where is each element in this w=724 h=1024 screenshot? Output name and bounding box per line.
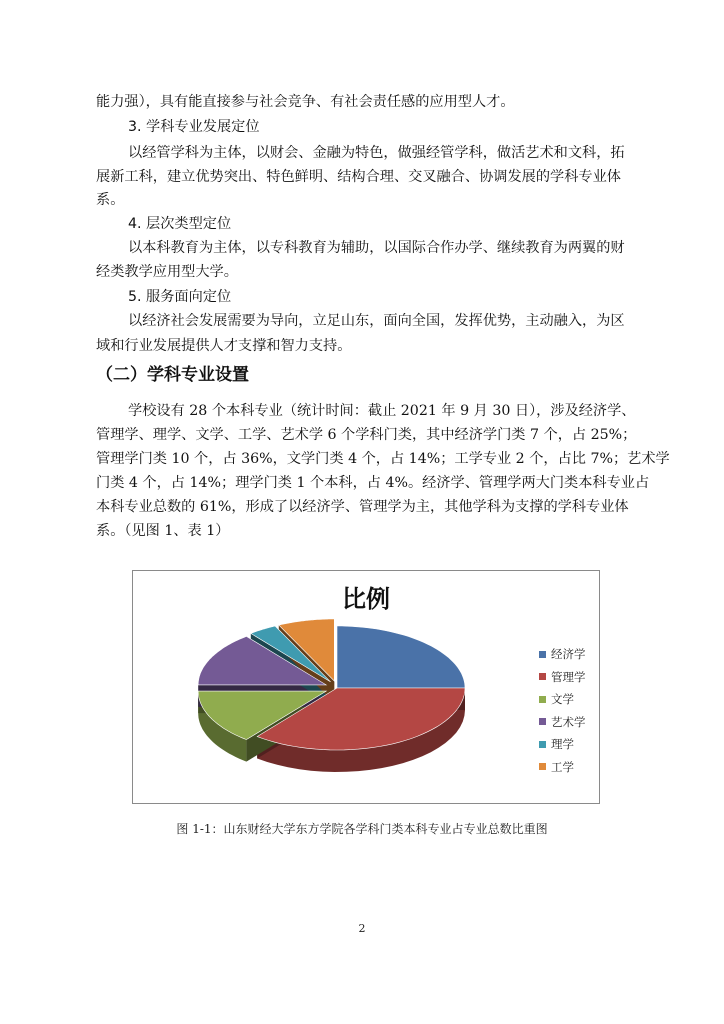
legend-item (539, 733, 586, 756)
text-line: 管理学门类 10 个，占 36%，文学门类 4 个，占 14%；工学专业 2 个，占比 7%；艺术学 (96, 451, 670, 467)
page-number: 2 (358, 922, 366, 935)
legend-swatch (539, 651, 546, 658)
legend-swatch (539, 718, 546, 725)
text-line: 能力强），具有能直接参与社会竞争、有社会责任感的应用型人才。 (96, 94, 515, 110)
text-line: 域和行业发展提供人才支撑和智力支持。 (96, 338, 352, 354)
text-line: 经类教学应用型大学。 (96, 264, 238, 280)
legend-label: 经济学 (551, 647, 586, 662)
text-line: 门类 4 个，占 14%；理学门类 1 个本科，占 4%。经济学、管理学两大门类本科专业占 (96, 475, 650, 491)
legend-label: 理学 (551, 737, 574, 752)
text-line: 展新工科，建立优势突出、特色鲜明、结构合理、交叉融合、协调发展的学科专业体 (96, 169, 621, 185)
text-line: 以本科教育为主体，以专科教育为辅助，以国际合作办学、继续教育为两翼的财 (128, 240, 625, 256)
pie-chart (132, 570, 600, 804)
legend-item (539, 666, 586, 689)
legend-swatch (539, 696, 546, 703)
legend-label: 管理学 (551, 669, 586, 684)
text-line: 系。 (96, 192, 125, 208)
legend-swatch (539, 741, 546, 748)
subheading-service-positioning: 5. 服务面向定位 (128, 289, 232, 305)
text-line: 管理学、理学、文学、工学、艺术学 6 个学科门类，其中经济学门类 7 个，占 25%； (96, 427, 637, 443)
chart-title: 比例 (342, 585, 390, 613)
subheading-discipline-positioning: 3. 学科专业发展定位 (128, 119, 260, 135)
text-line: 以经管学科为主体，以财会、金融为特色，做强经管学科，做活艺术和文科，拓 (128, 145, 625, 161)
legend-label: 艺术学 (551, 714, 586, 729)
legend-item (539, 756, 586, 779)
section-heading: （二）学科专业设置 (96, 365, 249, 385)
figure-caption: 图 1-1：山东财经大学东方学院各学科门类本科专业占专业总数比重图 (176, 822, 548, 836)
legend-label: 工学 (551, 759, 574, 774)
chart-legend (539, 643, 586, 778)
legend-item (539, 711, 586, 734)
text-line: 学校设有 28 个本科专业（统计时间：截止 2021 年 9 月 30 日），涉及经济学、 (128, 403, 636, 419)
subheading-level-positioning: 4. 层次类型定位 (128, 216, 232, 232)
legend-item (539, 688, 586, 711)
legend-item (539, 643, 586, 666)
pie-slice-经济学 (337, 626, 465, 688)
text-line: 系。（见图 1、表 1） (96, 523, 230, 539)
text-line: 以经济社会发展需要为导向，立足山东，面向全国，发挥优势，主动融入，为区 (128, 313, 625, 329)
legend-label: 文学 (551, 692, 574, 707)
text-line: 本科专业总数的 61%，形成了以经济学、管理学为主，其他学科为支撑的学科专业体 (96, 499, 629, 515)
legend-swatch (539, 763, 546, 770)
pie-chart-svg (133, 571, 533, 803)
legend-swatch (539, 673, 546, 680)
